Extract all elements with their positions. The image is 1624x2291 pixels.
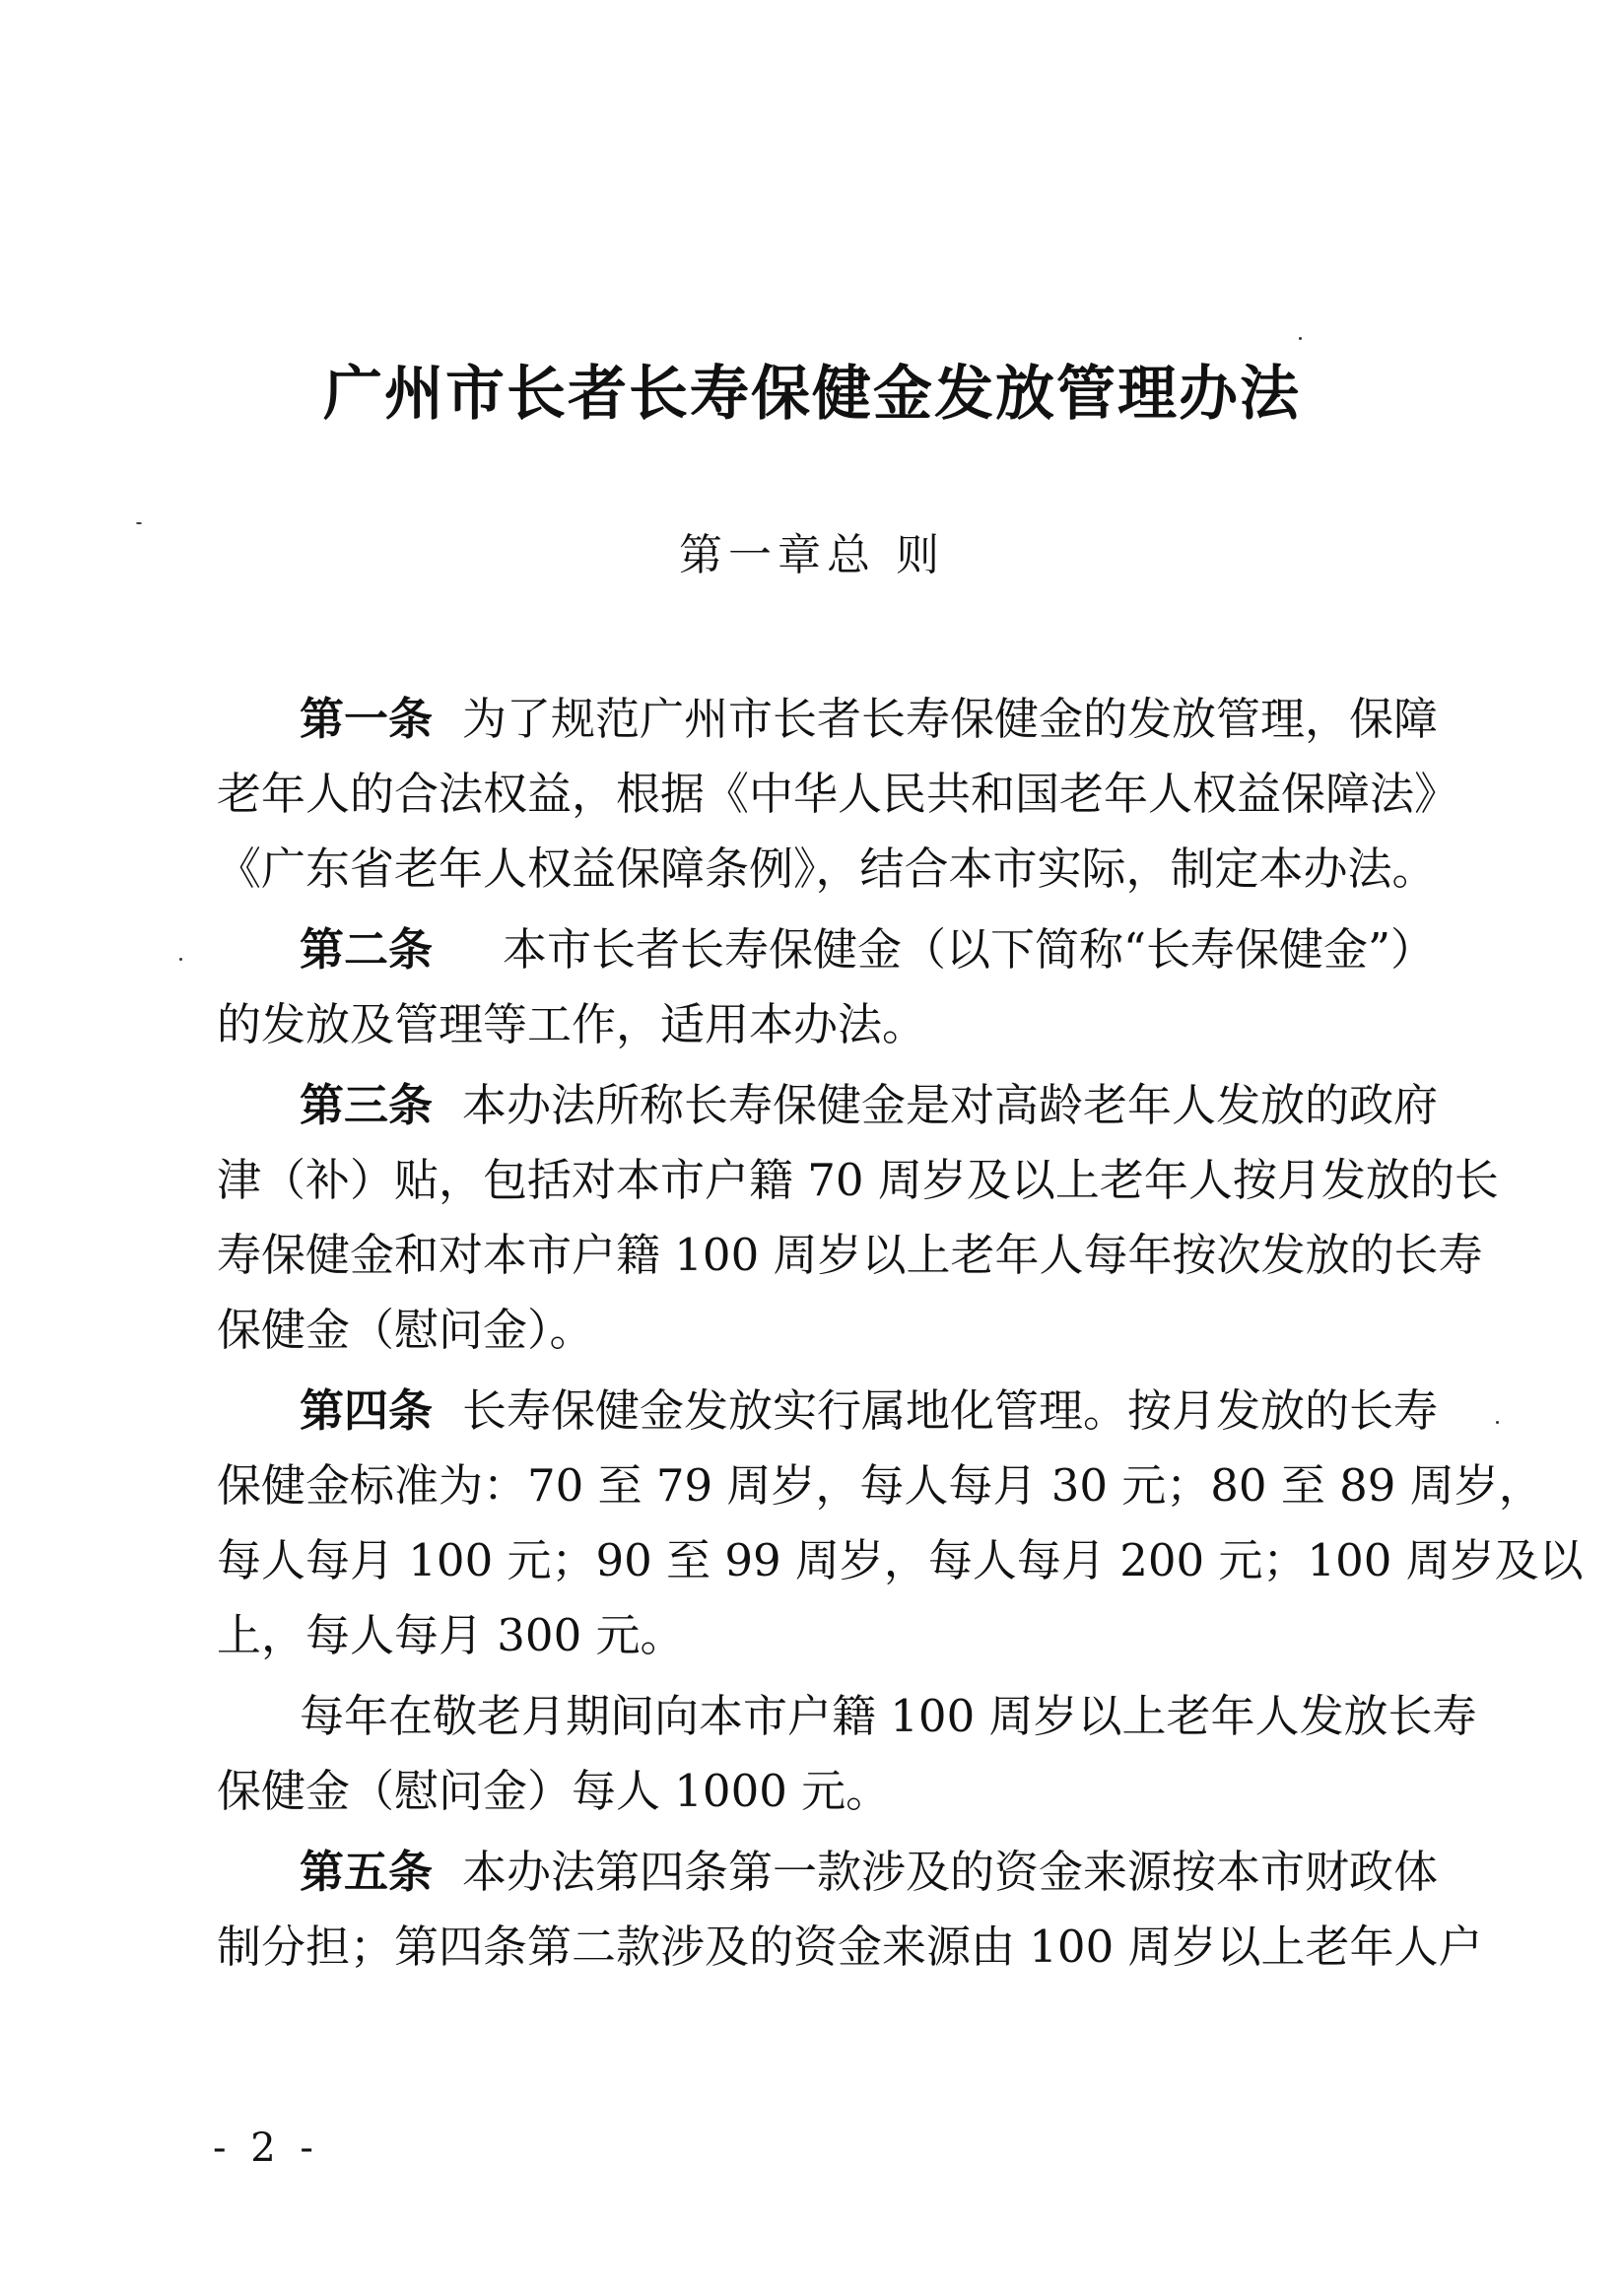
line-text: 每人每月 100 元；90 至 99 周岁，每人每月 200 元；100 周岁及以: [217, 1534, 1584, 1586]
line-text: 的发放及管理等工作，适用本办法。: [217, 998, 927, 1050]
line-text: 本办法第四条第一款涉及的资金来源按本市财政体: [462, 1846, 1439, 1898]
line-text: 本市长者长寿保健金（以下简称“长寿保健金”）: [502, 923, 1435, 976]
text-line: [217, 682, 1439, 757]
scan-speck: [1299, 337, 1302, 340]
text-line: [217, 1068, 1439, 1143]
document-title: 广州市长者长寿保健金发放管理办法: [323, 360, 1301, 429]
chapter-heading: 第一章总 则: [679, 530, 945, 580]
text-line: [217, 1910, 1483, 1985]
text-line: [217, 1523, 1584, 1598]
text-line: [217, 1374, 1439, 1449]
line-text: 《广东省老年人权益保障条例》，结合本市实际，制定本办法。: [217, 842, 1437, 895]
line-text: 保健金（慰问金）。: [217, 1304, 594, 1356]
line-text: 每年在敬老月期间向本市户籍 100 周岁以上老年人发放长寿: [300, 1690, 1477, 1742]
line-text: 保健金标准为：70 至 79 周岁，每人每月 30 元；80 至 89 周岁，: [217, 1459, 1543, 1512]
line-text: 制分担；第四条第二款涉及的资金来源由 100 周岁以上老年人户: [217, 1920, 1483, 1973]
scan-speck: [179, 958, 182, 961]
line-text: 长寿保健金发放实行属地化管理。按月发放的长寿: [462, 1384, 1439, 1437]
document-body: [217, 682, 1584, 1985]
article-label: 第五条: [300, 1846, 434, 1898]
line-text: 保健金（慰问金）每人 1000 元。: [217, 1765, 891, 1817]
line-text: 老年人的合法权益，根据《中华人民共和国老年人权益保障法》: [217, 768, 1459, 820]
article-label: 第三条: [300, 1079, 434, 1131]
scan-speck: [136, 522, 142, 524]
text-line: [217, 987, 1435, 1062]
line-text: 本办法所称长寿保健金是对高龄老年人发放的政府: [462, 1079, 1439, 1131]
text-line: [217, 1449, 1543, 1523]
scan-speck: [1496, 1421, 1499, 1424]
article-label: 第四条: [300, 1384, 434, 1437]
line-text: 寿保健金和对本市户籍 100 周岁以上老年人每年按次发放的长寿: [217, 1229, 1483, 1281]
text-line: [217, 1143, 1499, 1218]
text-line: [217, 1754, 1435, 1829]
text-line: [217, 1835, 1439, 1910]
article-label: 第二条: [300, 923, 434, 976]
text-line: [217, 832, 1435, 907]
text-line: [217, 912, 1435, 987]
text-line: [217, 1293, 1435, 1368]
line-text: 为了规范广州市长者长寿保健金的发放管理，保障: [462, 693, 1439, 745]
line-text: 上，每人每月 300 元。: [217, 1609, 685, 1661]
line-text: 津（补）贴，包括对本市户籍 70 周岁及以上老年人按月发放的长: [217, 1154, 1499, 1206]
text-line: [217, 757, 1459, 832]
page-number: - 2 -: [213, 2125, 319, 2171]
article-label: 第一条: [300, 693, 434, 745]
text-line: [217, 1679, 1477, 1754]
text-line: [217, 1218, 1483, 1293]
text-line: [217, 1598, 1435, 1673]
